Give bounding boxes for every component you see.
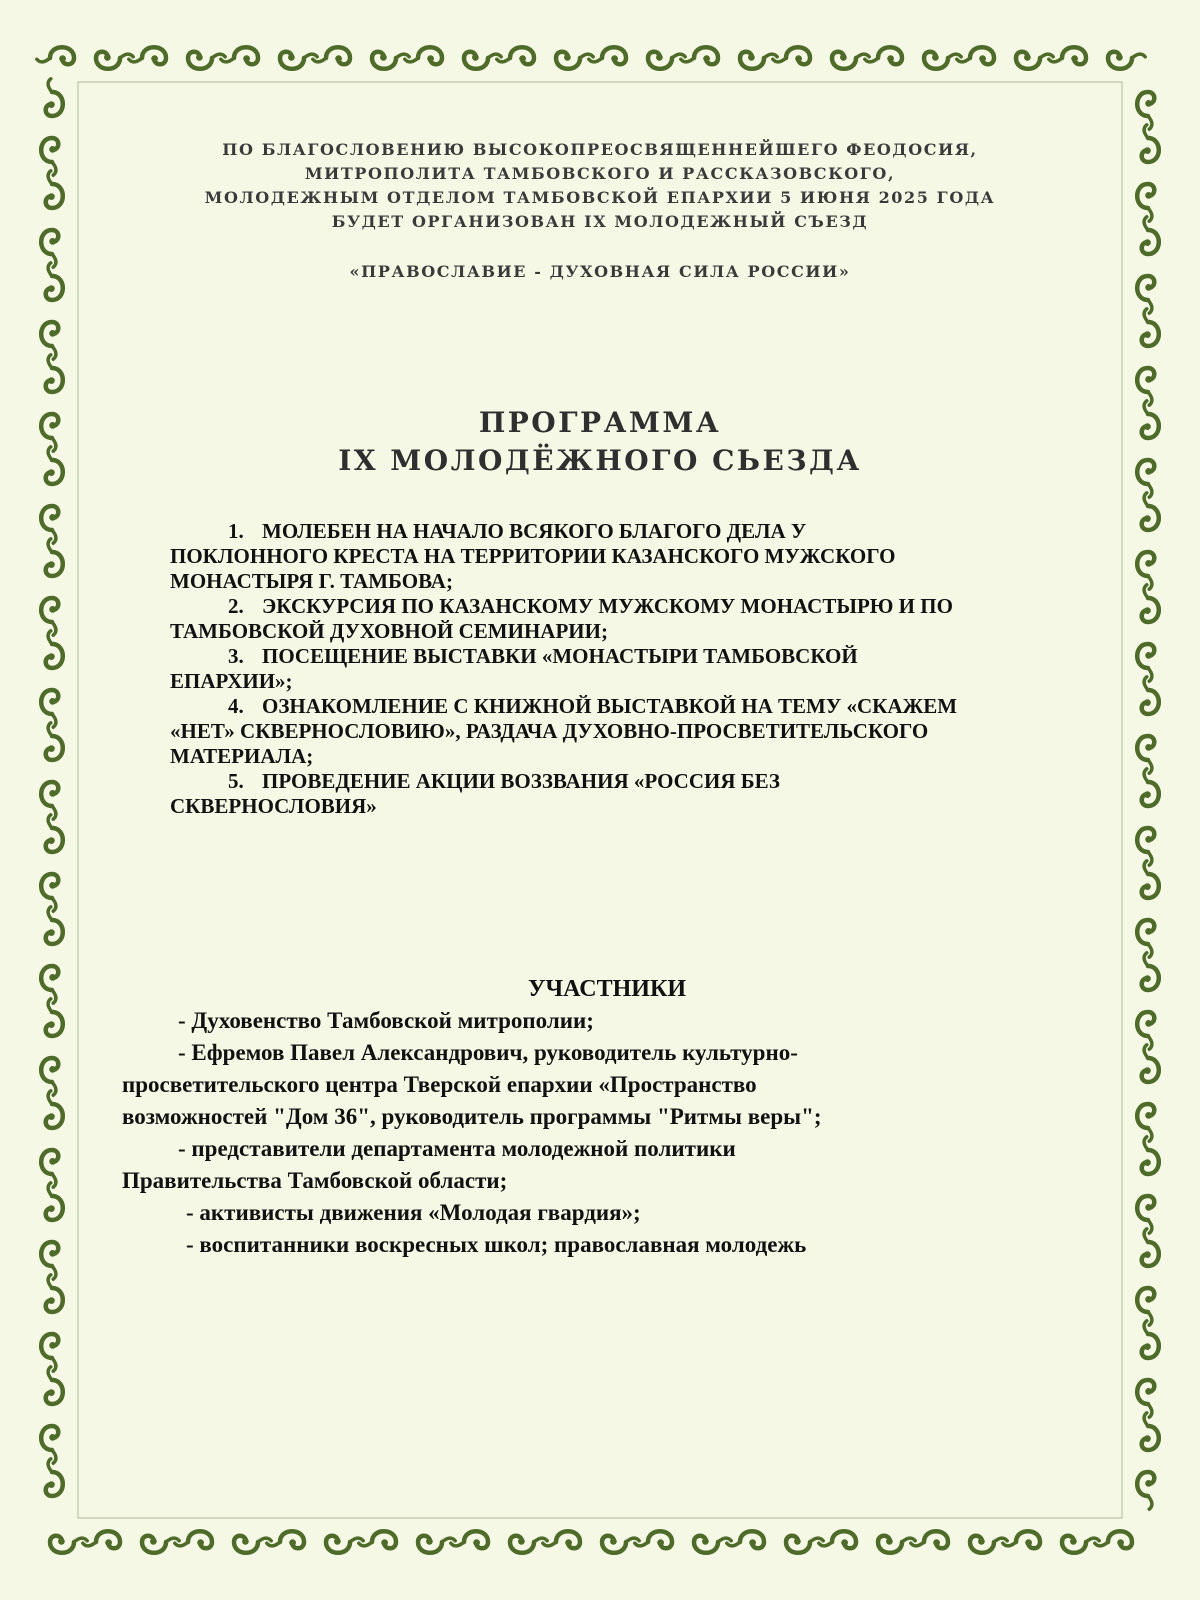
program-item-text: ПРОВЕДЕНИЕ АКЦИИ ВОЗЗВАНИЯ «РОССИЯ БЕЗ bbox=[262, 769, 780, 793]
participant-line: Правительства Тамбовской области; bbox=[122, 1168, 508, 1193]
program-item-text: МОЛЕБЕН НА НАЧАЛО ВСЯКОГО БЛАГОГО ДЕЛА У bbox=[262, 519, 807, 543]
intro-line: МИТРОПОЛИТА ТАМБОВСКОГО И РАССКАЗОВСКОГО, bbox=[304, 164, 896, 183]
program-item-number: 5. bbox=[228, 769, 244, 793]
program-title bbox=[150, 404, 1050, 480]
program-item-text: ОЗНАКОМЛЕНИЕ С КНИЖНОЙ ВЫСТАВКОЙ НА ТЕМУ «СКАЖЕМ bbox=[262, 694, 958, 718]
program-item bbox=[170, 519, 1070, 544]
border-ornament bbox=[37, 47, 74, 64]
program-title-line: IX МОЛОДЁЖНОГО СЬЕЗДА bbox=[338, 444, 862, 477]
participant-line: - воспитанники воскресных школ; православная молодежь bbox=[186, 1232, 807, 1257]
intro-line: БУДЕТ ОРГАНИЗОВАН IX МОЛОДЕЖНЫЙ СЪЕЗД bbox=[331, 212, 869, 231]
program-item-number: 4. bbox=[228, 694, 244, 718]
program-item bbox=[170, 644, 1070, 669]
program-item bbox=[170, 594, 1070, 619]
program-item-continuation: ЕПАРХИИ»; bbox=[170, 669, 293, 693]
intro-line: МОЛОДЕЖНЫМ ОТДЕЛОМ ТАМБОВСКОЙ ЕПАРХИИ 5 ИЮНЯ 2025 ГОДА bbox=[204, 188, 996, 207]
program-item-text: ЭКСКУРСИЯ ПО КАЗАНСКОМУ МУЖСКОМУ МОНАСТЫРЮ И ПО bbox=[262, 594, 953, 618]
program-item bbox=[170, 694, 1070, 719]
program-item-continuation: МОНАСТЫРЯ Г. ТАМБОВА; bbox=[170, 569, 453, 593]
participant-line: - Ефремов Павел Александрович, руководитель культурно- bbox=[178, 1040, 798, 1065]
participants-section bbox=[122, 973, 1082, 1261]
program-item-number: 2. bbox=[228, 594, 244, 618]
program-item-continuation: МАТЕРИАЛА; bbox=[170, 744, 314, 768]
participants-title: УЧАСТНИКИ bbox=[527, 976, 687, 1002]
participant-line: - представители департамента молодежной политики bbox=[178, 1136, 736, 1161]
program-item-continuation: «НЕТ» СКВЕРНОСЛОВИЮ», РАЗДАЧА ДУХОВНО-ПРОСВЕТИТЕЛЬСКОГО bbox=[170, 719, 929, 743]
border-ornament bbox=[1108, 52, 1145, 69]
border-ornament bbox=[46, 79, 63, 116]
border-ornament bbox=[1137, 1472, 1154, 1509]
program-item-continuation: ПОКЛОННОГО КРЕСТА НА ТЕРРИТОРИИ КАЗАНСКОГО МУЖСКОГО bbox=[170, 544, 896, 568]
congress-slogan: «ПРАВОСЛАВИЕ - ДУХОВНАЯ СИЛА РОССИИ» bbox=[349, 262, 851, 281]
blessing-intro bbox=[150, 138, 1050, 234]
participant-line: - Духовенство Тамбовской митрополии; bbox=[178, 1008, 594, 1033]
program-title-line: ПРОГРАММА bbox=[478, 406, 722, 439]
participant-line: возможностей "Дом 36", руководитель программы "Ритмы веры"; bbox=[122, 1104, 822, 1129]
program-item-number: 3. bbox=[228, 644, 244, 668]
intro-line: ПО БЛАГОСЛОВЕНИЮ ВЫСОКОПРЕОСВЯЩЕННЕЙШЕГО ФЕОДОСИЯ, bbox=[222, 140, 978, 159]
participant-line: просветительского центра Тверской епархии «Пространство bbox=[122, 1072, 757, 1097]
program-item-continuation: ТАМБОВСКОЙ ДУХОВНОЙ СЕМИНАРИИ; bbox=[170, 619, 608, 643]
program-item-number: 1. bbox=[228, 519, 244, 543]
program-list bbox=[170, 519, 1070, 819]
program-item bbox=[170, 769, 1070, 794]
program-item-continuation: СКВЕРНОСЛОВИЯ» bbox=[170, 794, 377, 818]
participant-line: - активисты движения «Молодая гвардия»; bbox=[186, 1200, 641, 1225]
program-item-text: ПОСЕЩЕНИЕ ВЫСТАВКИ «МОНАСТЫРИ ТАМБОВСКОЙ bbox=[262, 644, 858, 668]
